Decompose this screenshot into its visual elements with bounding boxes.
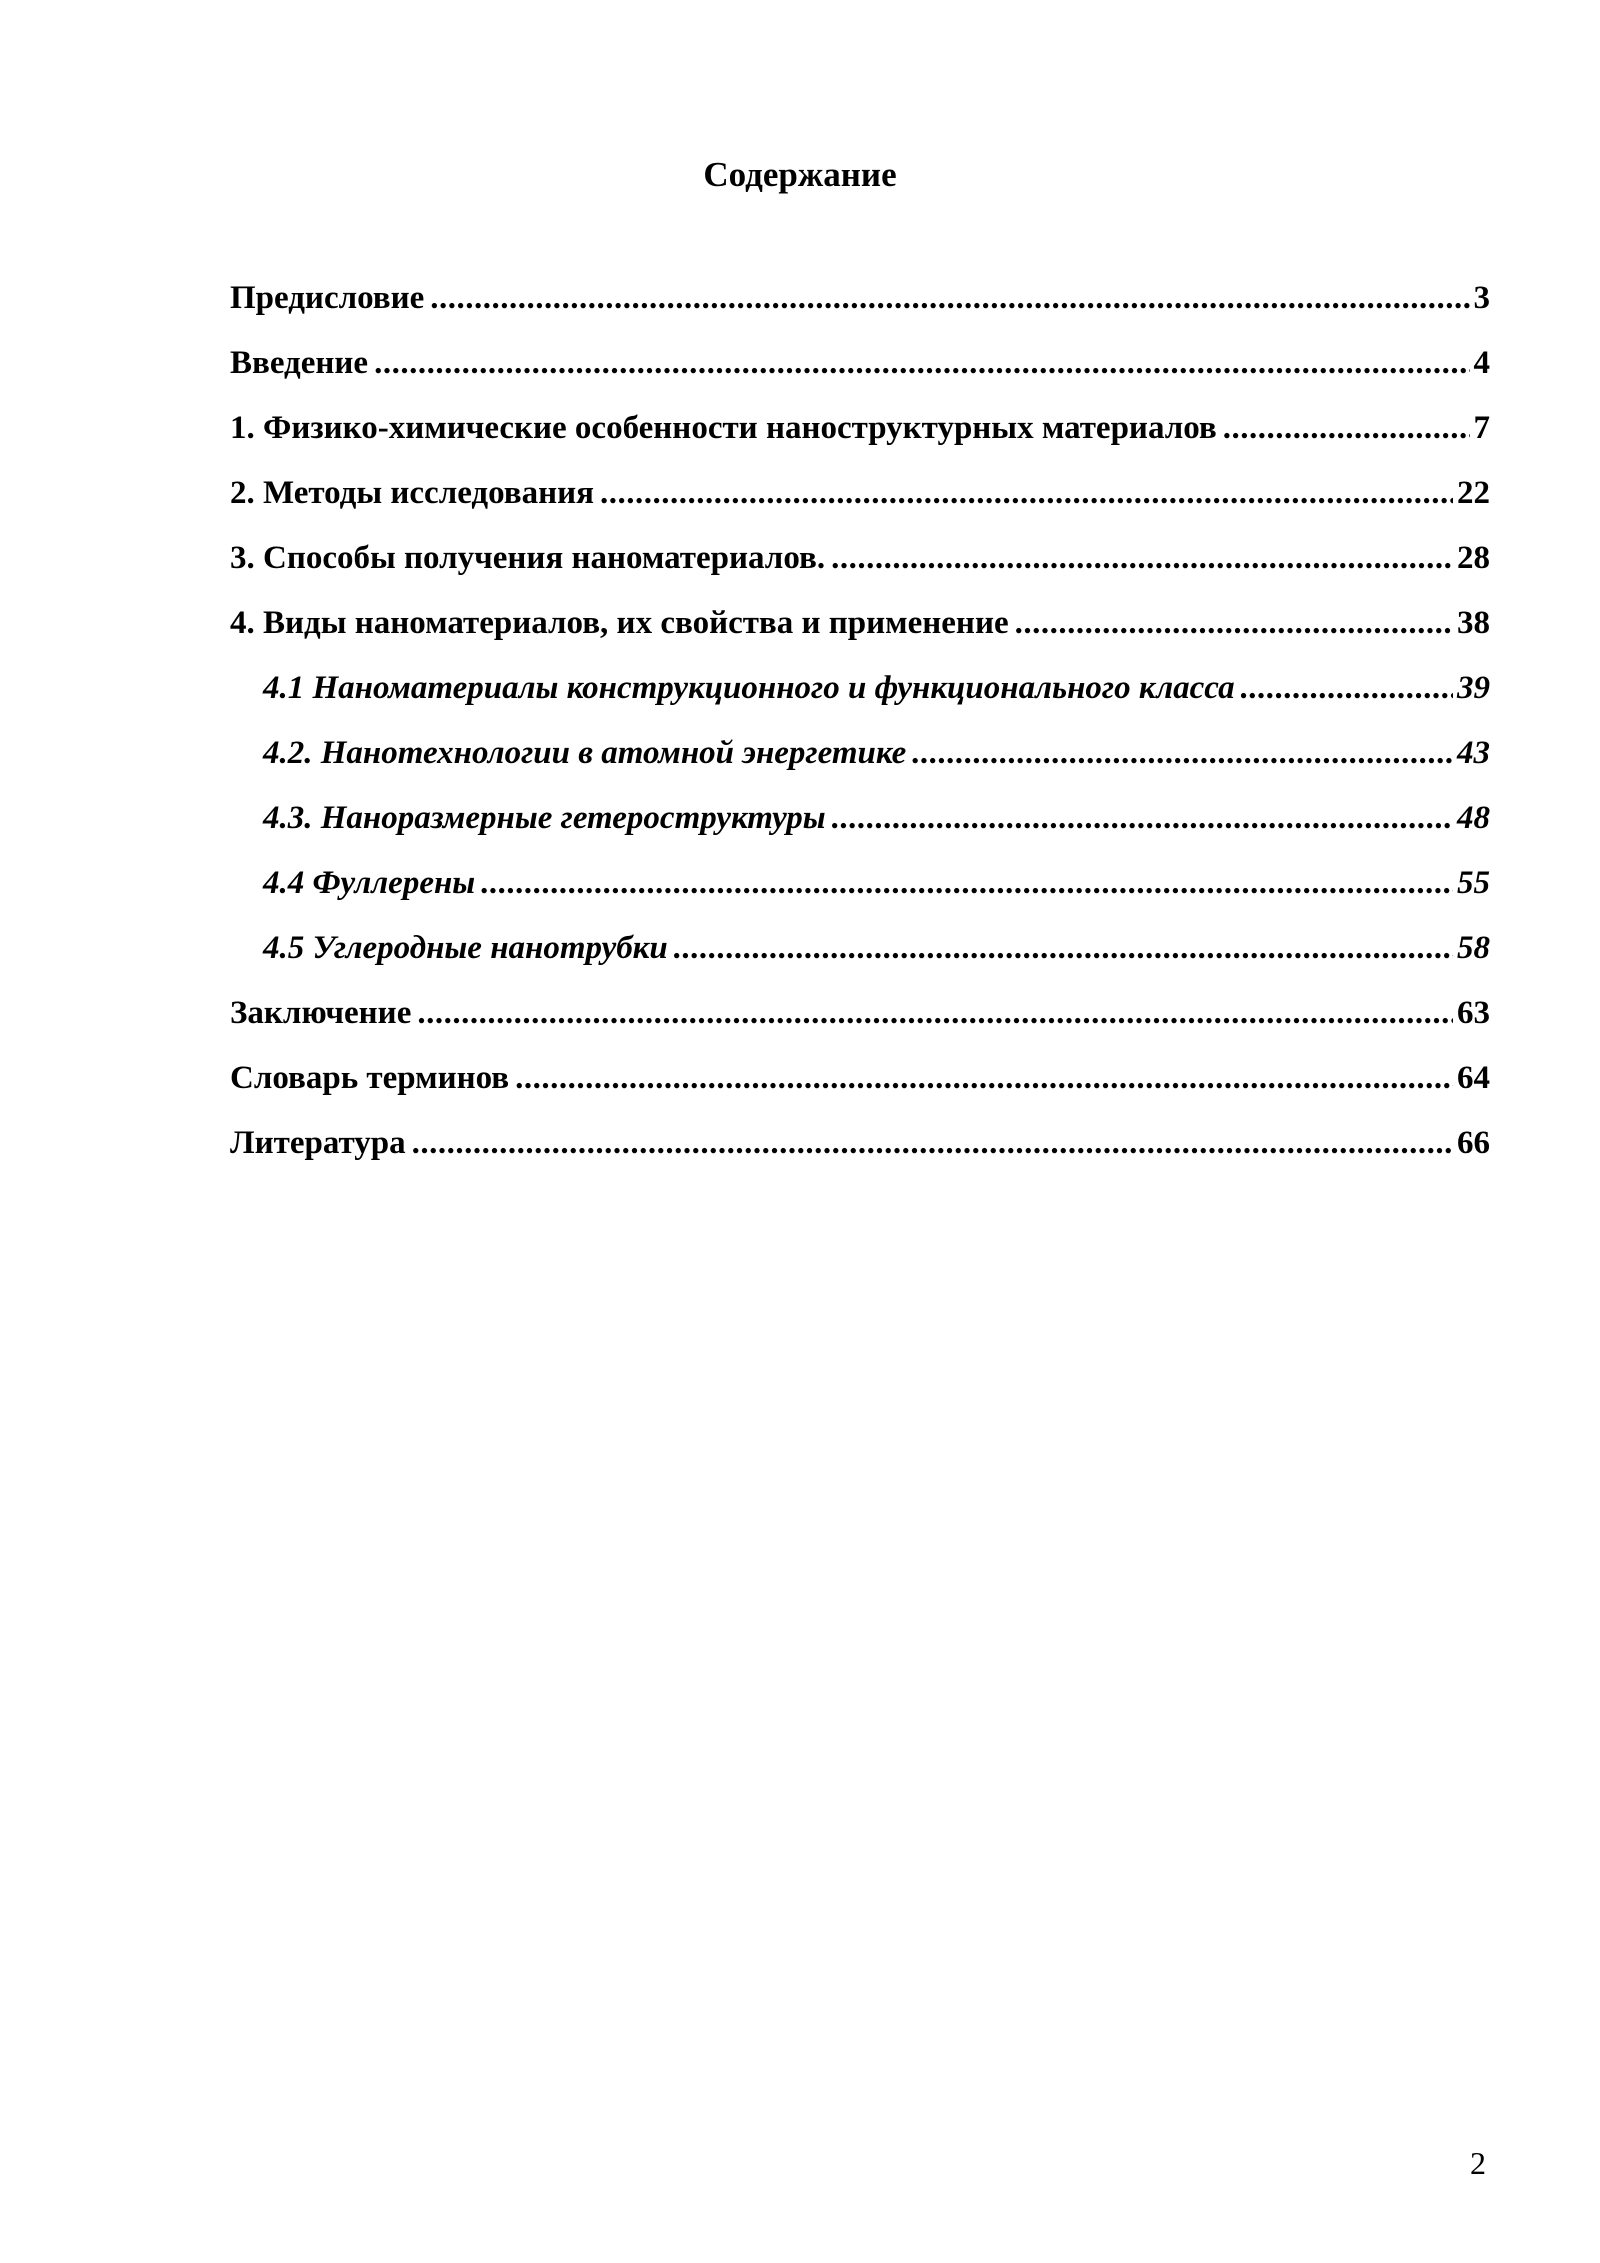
toc-entry-glossary[interactable] [230,1057,1490,1122]
toc-dot-leader [600,472,1453,514]
toc-entry-page: 48 [1457,800,1490,836]
toc-entry-chapter-1[interactable] [230,407,1490,472]
table-of-contents [230,277,1490,1187]
toc-entry-label: 4. Виды наноматериалов, их свойства и применение [230,605,1009,641]
toc-entry-introduction[interactable] [230,342,1490,407]
page-number: 2 [1470,2145,1486,2181]
toc-entry-page: 3 [1473,280,1490,316]
toc-dot-leader [832,797,1453,839]
toc-entry-page: 58 [1457,930,1490,966]
toc-entry-page: 38 [1457,605,1490,641]
toc-entry-label: Заключение [230,995,412,1031]
toc-entry-section-4-3[interactable] [230,797,1490,862]
toc-entry-chapter-3[interactable] [230,537,1490,602]
toc-entry-label: 3. Способы получения наноматериалов. [230,540,826,576]
toc-dot-leader [1241,667,1453,709]
toc-entry-label: 2. Методы исследования [230,475,594,511]
toc-entry-page: 4 [1473,345,1490,381]
toc-dot-leader [1015,602,1453,644]
toc-entry-label: 4.2. Нанотехнологии в атомной энергетике [263,735,907,771]
toc-entry-page: 64 [1457,1060,1490,1096]
toc-entry-page: 55 [1457,865,1490,901]
toc-entry-preface[interactable] [230,277,1490,342]
toc-entry-chapter-4[interactable] [230,602,1490,667]
toc-entry-section-4-4[interactable] [230,862,1490,927]
page-title: Содержание [703,155,897,194]
toc-dot-leader [374,342,1469,384]
toc-entry-label: Словарь терминов [230,1060,510,1096]
toc-dot-leader [674,927,1453,969]
toc-entry-conclusion[interactable] [230,992,1490,1057]
toc-dot-leader [515,1057,1453,1099]
toc-entry-label: 4.5 Углеродные нанотрубки [263,930,668,966]
toc-entry-label: Литература [230,1125,406,1161]
toc-entry-page: 39 [1457,670,1490,706]
toc-entry-label: 4.4 Фуллерены [263,865,476,901]
toc-entry-section-4-2[interactable] [230,732,1490,797]
toc-entry-section-4-5[interactable] [230,927,1490,992]
toc-entry-page: 66 [1457,1125,1490,1161]
toc-entry-page: 43 [1457,735,1490,771]
toc-dot-leader [831,537,1453,579]
toc-dot-leader [481,862,1453,904]
toc-entry-label: 4.3. Наноразмерные гетероструктуры [263,800,826,836]
toc-entry-page: 63 [1457,995,1490,1031]
toc-entry-page: 7 [1473,410,1490,446]
toc-entry-chapter-2[interactable] [230,472,1490,537]
toc-dot-leader [912,732,1453,774]
toc-entry-page: 28 [1457,540,1490,576]
toc-dot-leader [430,277,1469,319]
toc-entry-references[interactable] [230,1122,1490,1187]
toc-entry-page: 22 [1457,475,1490,511]
toc-entry-label: 1. Физико-химические особенности наноструктурных материалов [230,410,1217,446]
toc-entry-label: Введение [230,345,369,381]
toc-dot-leader [417,992,1453,1034]
toc-entry-label: 4.1 Наноматериалы конструкционного и функционального класса [263,670,1235,706]
toc-entry-section-4-1[interactable] [230,667,1490,732]
toc-dot-leader [1223,407,1470,449]
toc-entry-label: Предисловие [230,280,425,316]
toc-dot-leader [412,1122,1453,1164]
